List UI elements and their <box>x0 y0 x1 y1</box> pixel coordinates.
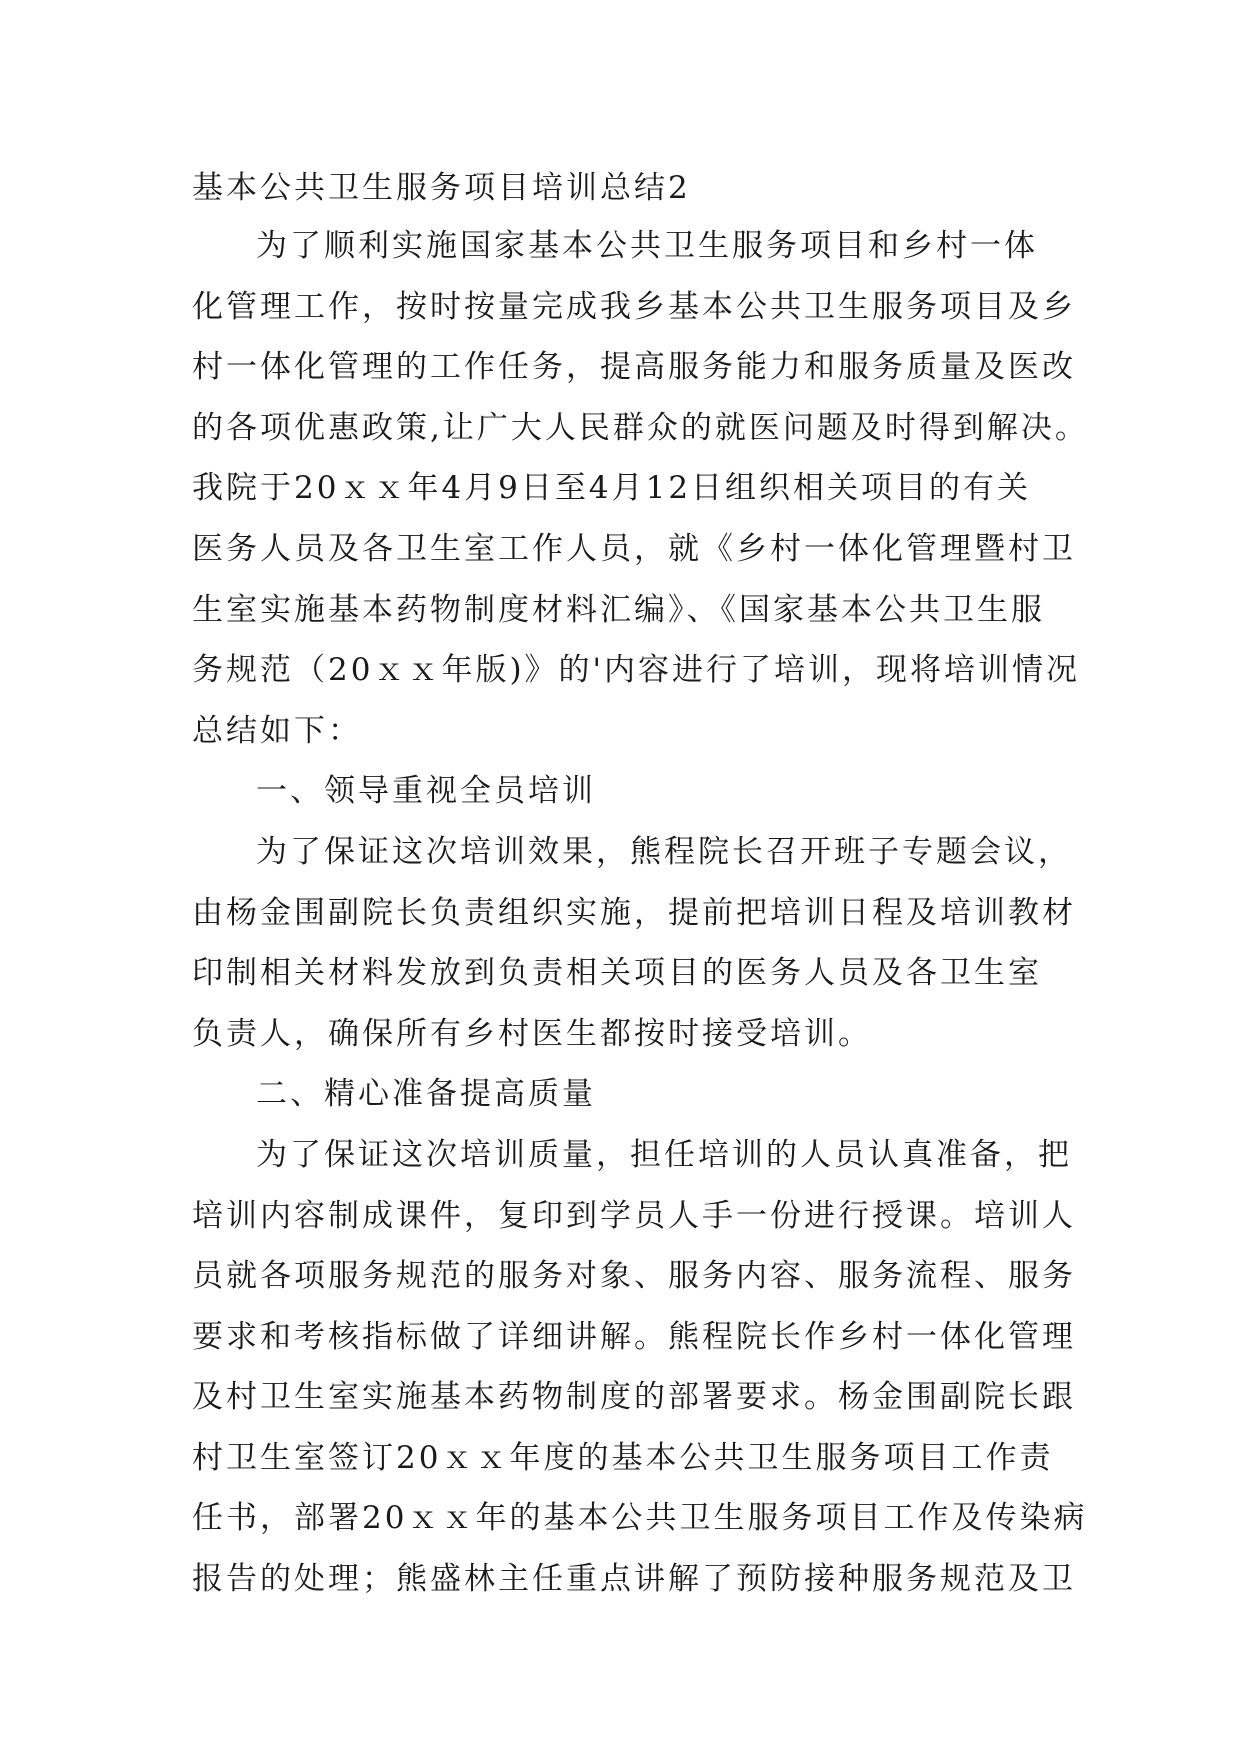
paragraph-line: 总结如下： <box>192 712 362 749</box>
paragraph-line: 村卫生室签订20ｘｘ年度的基本公共卫生服务项目工作责 <box>192 1439 1054 1476</box>
paragraph-line: 化管理工作，按时按量完成我乡基本公共卫生服务项目及乡 <box>192 288 1076 325</box>
document-body <box>192 160 1089 1610</box>
paragraph-line: 为了顺利实施国家基本公共卫生服务项目和乡村一体 <box>256 228 1038 264</box>
paragraph-line: 及村卫生室实施基本药物制度的部署要求。杨金围副院长跟 <box>192 1379 1076 1416</box>
paragraph-line: 为了保证这次培训效果，熊程院长召开班子专题会议， <box>256 833 1072 870</box>
paragraph-line: 村一体化管理的工作任务，提高服务能力和服务质量及医改 <box>192 349 1076 386</box>
paragraph-line: 负责人，确保所有乡村医生都按时接受培训。 <box>192 1015 872 1052</box>
paragraph-line: 务规范（20ｘｘ年版)》的'内容进行了培训，现将培训情况 <box>192 652 1081 689</box>
paragraph-line: 生室实施基本药物制度材料汇编》、《国家基本公共卫生服 <box>192 591 1045 628</box>
paragraph-line: 的各项优惠政策,让广大人民群众的就医问题及时得到解决。 <box>192 409 1089 446</box>
paragraph-line: 为了保证这次培训质量，担任培训的人员认真准备，把 <box>256 1136 1072 1173</box>
paragraph-line: 员就各项服务规范的服务对象、服务内容、服务流程、服务 <box>192 1258 1076 1295</box>
section-heading: 二、精心准备提高质量 <box>256 1076 596 1113</box>
paragraph-line: 任书，部署20ｘｘ年的基本公共卫生服务项目工作及传染病 <box>192 1500 1088 1537</box>
document-title: 基本公共卫生服务项目培训总结2 <box>192 170 691 206</box>
paragraph-line: 我院于20ｘｘ年4月9日至4月12日组织相关项目的有关 <box>192 470 1032 507</box>
paragraph-line: 由杨金围副院长负责组织实施，提前把培训日程及培训教材 <box>192 894 1076 931</box>
paragraph-line: 要求和考核指标做了详细讲解。熊程院长作乡村一体化管理 <box>192 1318 1076 1355</box>
paragraph-line: 报告的处理；熊盛林主任重点讲解了预防接种服务规范及卫 <box>192 1561 1076 1598</box>
paragraph-line: 医务人员及各卫生室工作人员，就《乡村一体化管理暨村卫 <box>192 530 1076 567</box>
paragraph-line: 培训内容制成课件，复印到学员人手一份进行授课。培训人 <box>192 1197 1076 1234</box>
section-heading: 一、领导重视全员培训 <box>256 773 596 810</box>
paragraph-line: 印制相关材料发放到负责相关项目的医务人员及各卫生室 <box>192 955 1042 992</box>
